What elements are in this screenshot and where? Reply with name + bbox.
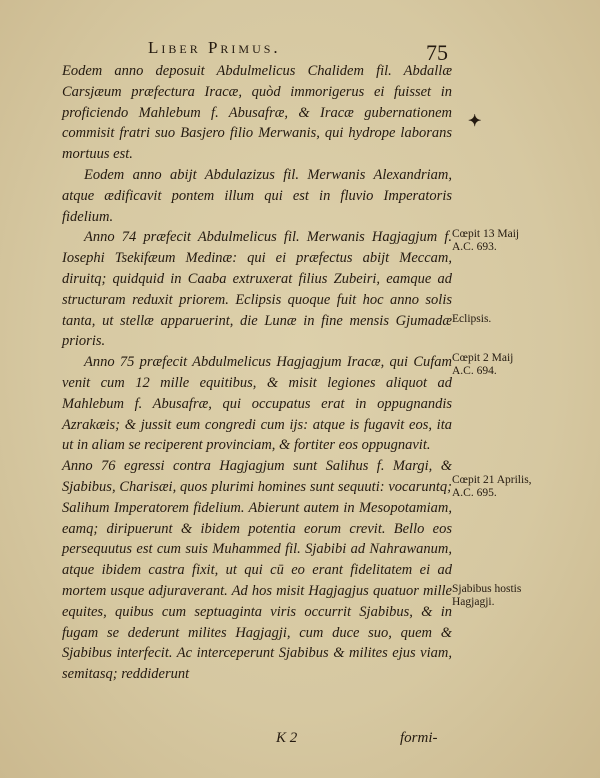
margin-note-675: Cœpit 2 Maij A.C. 694.	[452, 352, 514, 377]
paragraph-1: Eodem anno deposuit Abdulmelicus Chalidem fil. Abdallæ Carsjæum præfectura Iracæ, quòd immorigerus ei fuisset in proficiendo Mahlebum f. Abusafræ, & Iracæ gubernationem commisit fratri suo Basjero filio Merwanis, qui hydrope laborans mortuus est.	[62, 63, 452, 163]
paragraph-5: Anno 76 egressi contra Hagjagjum sunt Salihus f. Margi, & Sjabibus, Charisæi, quos plurimi homines sunt sequuti: vocaruntq; Salihum Imperatorem fidelium. Abierunt autem in Mesopotamiam, eamq; diripuerunt & ibidem potentia eorum crevit. Bello eos persequutus est cum suis Muhammed fil. Sjabibi ad Nahrawanum, atque ibidem castra fixit, ut qui cū eo erant fidelitatem ei ad mortem usque adjuraverant. Ad hos misit Hagjagjus quatuor mille equites, quibus cum septuaginta viris occurrit Sjabibus, & in fugam se dederunt milites Hagjagji, cum duce suo, quem & Sjabibus interfecit. Ac interceperunt Sjabibus & milites ejus viam, semitasq; reddiderunt	[62, 458, 452, 683]
page-number: 75	[426, 40, 448, 65]
margin-note-sjabibus: Sjabibus hostis Hagjagji.	[452, 583, 522, 608]
signature-mark: K 2	[276, 730, 298, 746]
running-head: Liber Primus.	[148, 38, 281, 57]
margin-note-676: Cœpit 21 Aprilis, A.C. 695.	[452, 474, 532, 499]
paragraph-2: Eodem anno abijt Abdulazizus fil. Merwanis Alexandriam, atque ædificavit pontem illum qui est in fluvio Imperatoris fidelium.	[62, 166, 452, 225]
catchword: formi-	[400, 730, 438, 746]
paragraph-4: Anno 75 præfecit Abdulmelicus Hagjagjum Iracæ, qui Cufam venit cum 12 mille equitibus, & misit legiones aliquot ad Mahlebum f. Abusafræ, qui occupatus erat in oppugnandis Azrakæis; & jussit eum congredi cum ijs: atque is fugavit eos, ita ut in aliam se reciperent provinciam, & fortiter eos oppugnavit.	[62, 354, 452, 454]
margin-mark: ✦	[468, 113, 482, 130]
paragraph-3: Anno 74 præfecit Abdulmelicus fil. Merwanis Hagjagjum f. Iosephi Tsekifæum Medinæ: qui ei præfectus abijt Meccam, diruitq; quidquid in Caaba extruxerat filius Zubeiri, eamque ad structuram reduxit priorem. Eclipsis quoque fuit hoc anno solis tanta, ut stellæ apparuerint, die Lunæ in fine mensis Gjumadæ prioris.	[62, 229, 452, 350]
main-text	[62, 61, 452, 685]
margin-note-674: Cœpit 13 Maij A.C. 693.	[452, 228, 520, 253]
margin-note-eclipsis: Eclipsis.	[452, 313, 492, 325]
